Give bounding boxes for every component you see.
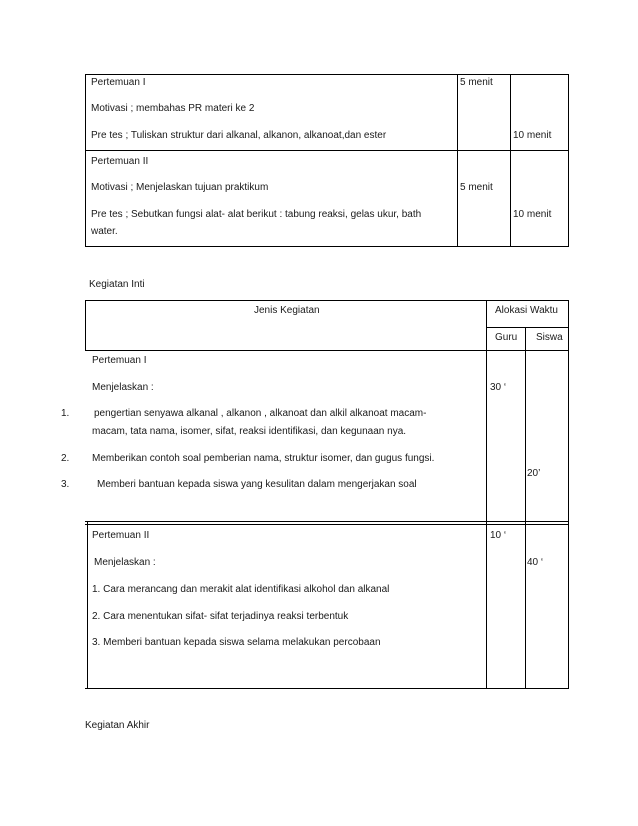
- list-item-text: Memberi bantuan kepada siswa yang kesulitan dalam mengerjakan soal: [97, 479, 417, 490]
- motivasi-1-text: Motivasi ; membahas PR materi ke 2: [91, 103, 255, 114]
- alokasi-subheader-divider: [486, 327, 569, 328]
- table-border-top: [85, 300, 569, 301]
- table-column-divider: [457, 74, 458, 247]
- pertemuan-1-guru-time: 30 ‘: [490, 382, 507, 393]
- pertemuan-1-title: Pertemuan I: [91, 77, 146, 88]
- pretes-1-text: Pre tes ; Tuliskan struktur dari alkanal, alkanon, alkanoat,dan ester: [91, 130, 387, 141]
- table-border-bottom: [85, 688, 569, 689]
- table-column-divider: [510, 74, 511, 247]
- header-guru: Guru: [495, 332, 518, 343]
- pertemuan-1-title: Pertemuan I: [92, 355, 147, 366]
- table-header-bottom: [85, 350, 569, 351]
- header-siswa: Siswa: [536, 332, 563, 343]
- pertemuan-2-title: Pertemuan II: [91, 156, 149, 167]
- motivasi-2-text: Motivasi ; Menjelaskan tujuan praktikum: [91, 182, 269, 193]
- table-row-divider-double: [85, 524, 569, 525]
- table-column-divider: [486, 300, 487, 689]
- list-item-text-continued: macam, tata nama, isomer, sifat, reaksi identifikasi, dan kegunaan nya.: [92, 426, 407, 437]
- pertemuan-2-guru-time: 10 ‘: [490, 530, 507, 541]
- table-border-top: [85, 74, 569, 75]
- table-border-left: [85, 74, 86, 247]
- table-border-bottom: [85, 246, 569, 247]
- pretes-1-time: 10 menit: [513, 130, 552, 141]
- list-item-text: pengertian senyawa alkanal , alkanon , alkanoat dan alkil alkanoat macam-: [94, 408, 427, 419]
- pertemuan-2-menjelaskan: Menjelaskan :: [94, 557, 156, 568]
- pertemuan-2-title: Pertemuan II: [92, 530, 150, 541]
- list-item: 1. Cara merancang dan merakit alat identifikasi alkohol dan alkanal: [92, 584, 390, 595]
- pretes-2-text-line1: Pre tes ; Sebutkan fungsi alat- alat berikut : tabung reaksi, gelas ukur, bath: [91, 209, 422, 220]
- table-column-divider: [525, 327, 526, 689]
- list-item-number: 3.: [61, 479, 70, 490]
- motivasi-1-time: 5 menit: [460, 77, 493, 88]
- table-border-right: [568, 300, 569, 689]
- list-item: 3. Memberi bantuan kepada siswa selama melakukan percobaan: [92, 637, 381, 648]
- table-row-divider: [85, 150, 569, 151]
- heading-kegiatan-inti: Kegiatan Inti: [89, 279, 145, 290]
- pertemuan-1-menjelaskan: Menjelaskan :: [92, 382, 154, 393]
- heading-kegiatan-akhir: Kegiatan Akhir: [85, 720, 150, 731]
- pretes-2-text-line2: water.: [91, 226, 118, 237]
- pretes-2-time: 10 menit: [513, 209, 552, 220]
- table-border-left-lower: [87, 521, 88, 689]
- header-jenis-kegiatan: Jenis Kegiatan: [254, 305, 320, 316]
- header-alokasi-waktu: Alokasi Waktu: [495, 305, 558, 316]
- table-row-divider: [85, 521, 569, 522]
- list-item-number: 1.: [61, 408, 70, 419]
- motivasi-2-time: 5 menit: [460, 182, 493, 193]
- list-item-text: Memberikan contoh soal pemberian nama, struktur isomer, dan gugus fungsi.: [92, 453, 435, 464]
- pertemuan-2-siswa-time: 40 ‘: [527, 557, 544, 568]
- list-item: 2. Cara menentukan sifat- sifat terjadinya reaksi terbentuk: [92, 611, 349, 622]
- list-item-number: 2.: [61, 453, 70, 464]
- pertemuan-1-siswa-time: 20’: [527, 468, 541, 479]
- table-border-left: [85, 300, 86, 351]
- table-border-right: [568, 74, 569, 247]
